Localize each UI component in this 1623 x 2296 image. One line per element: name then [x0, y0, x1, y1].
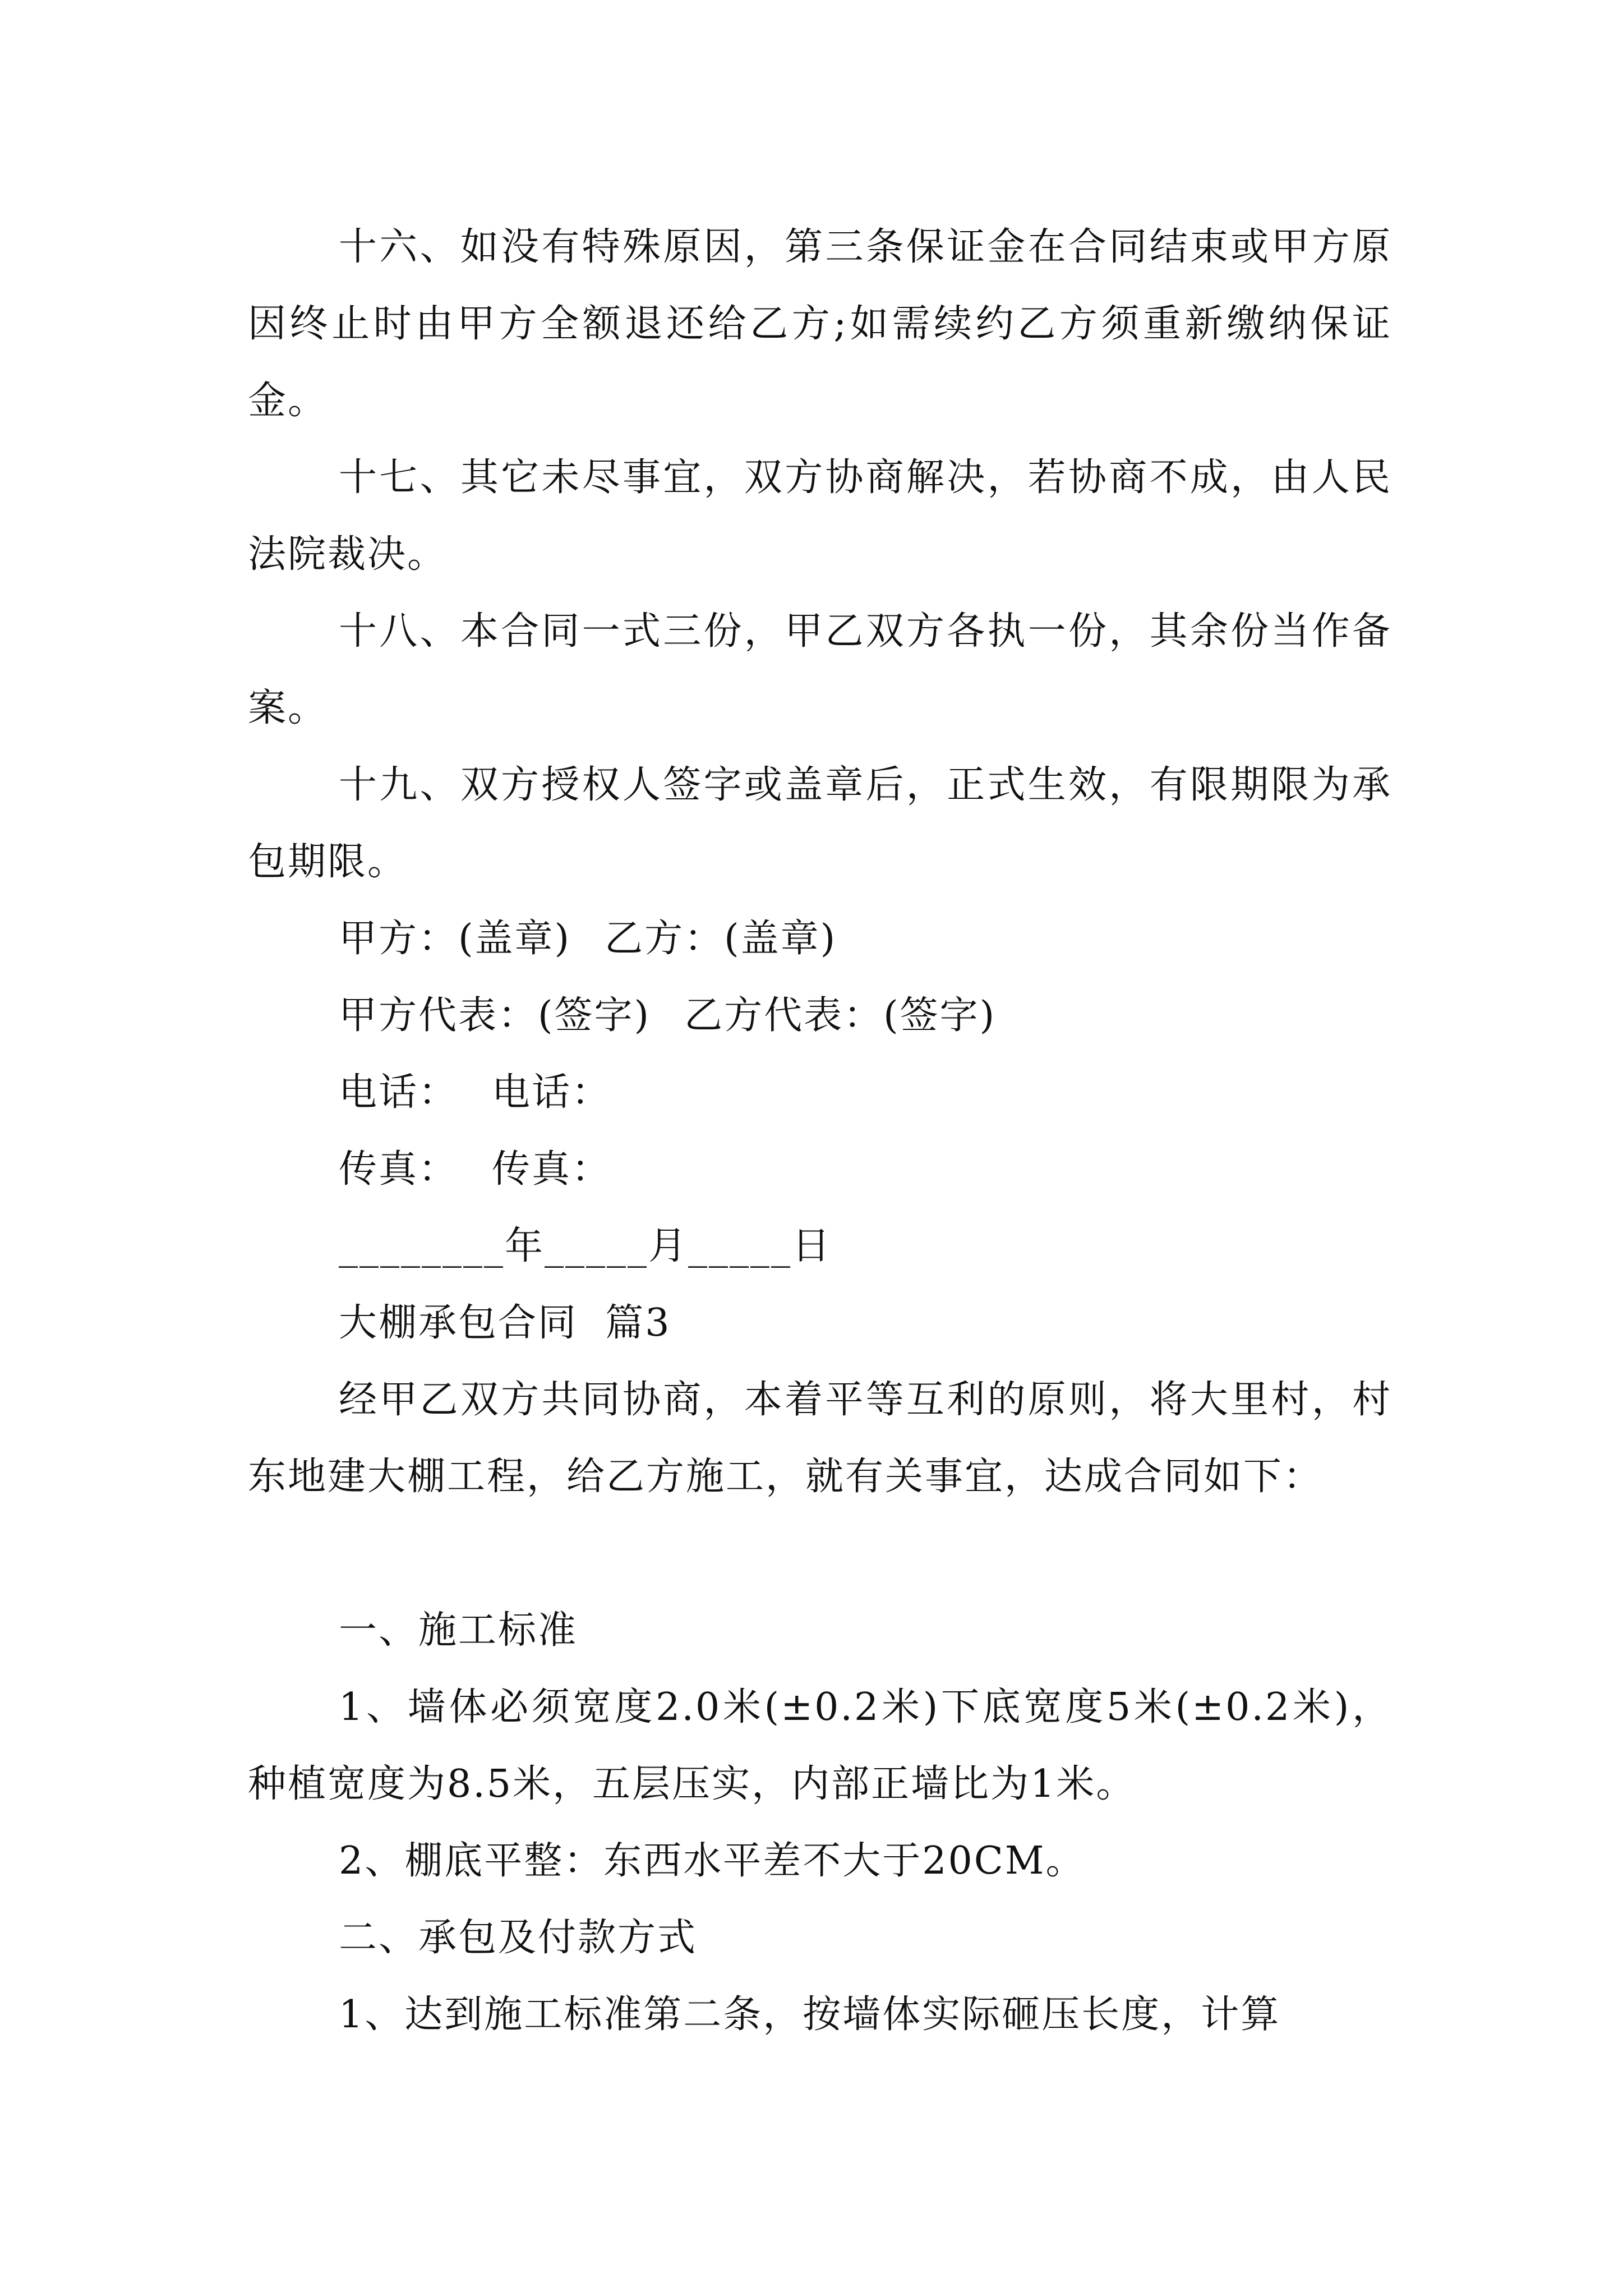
phone-line: [339, 1054, 611, 1131]
heading-contract-payment: 二、承包及付款方式: [339, 1916, 698, 1960]
section-intro: 经甲乙双方共同协商，本着平等互利的原则，将大里村，村东地建大棚工程，给乙方施工，就有关事宜，达成合同如下：: [248, 1378, 1392, 1499]
fax-a-label: 传真：: [339, 1147, 459, 1191]
party-a-seal: 甲方：(盖章): [339, 917, 571, 961]
section-title: 大棚承包合同 篇3: [339, 1301, 671, 1345]
clause-16: 十六、如没有特殊原因，第三条保证金在合同结束或甲方原因终止时由甲方全额退还给乙方;如需续约乙方须重新缴纳保证金。: [248, 225, 1392, 423]
party-a-rep: 甲方代表：(签字): [339, 993, 651, 1038]
date-line: ________年_____月_____日: [339, 1224, 832, 1268]
clause-19: 十九、双方授权人签字或盖章后，正式生效，有限期限为承包期限。: [248, 763, 1392, 884]
fax-b-label: 传真：: [492, 1147, 612, 1191]
standard-item-1: 1、墙体必须宽度2.0米(±0.2米)下底宽度5米(±0.2米)，种植宽度为8.5米，五层压实，内部正墙比为1米。: [248, 1685, 1392, 1806]
representative-line: [339, 977, 996, 1054]
party-b-rep: 乙方代表：(签字): [684, 993, 997, 1038]
phone-a-label: 电话：: [339, 1070, 459, 1115]
clause-17: 十七、其它未尽事宜，双方协商解决，若协商不成，由人民法院裁决。: [248, 455, 1392, 577]
phone-b-label: 电话：: [492, 1070, 612, 1115]
seal-line: [339, 900, 837, 977]
clause-18: 十八、本合同一式三份，甲乙双方各执一份，其余份当作备案。: [248, 609, 1392, 730]
heading-construction-standard: 一、施工标准: [339, 1608, 578, 1653]
party-b-seal: 乙方：(盖章): [605, 917, 837, 961]
standard-item-2: 2、棚底平整：东西水平差不大于20CM。: [339, 1839, 1086, 1883]
fax-line: [339, 1131, 611, 1208]
payment-item-1: 1、达到施工标准第二条，按墙体实际砸压长度，计算: [339, 1993, 1281, 2037]
